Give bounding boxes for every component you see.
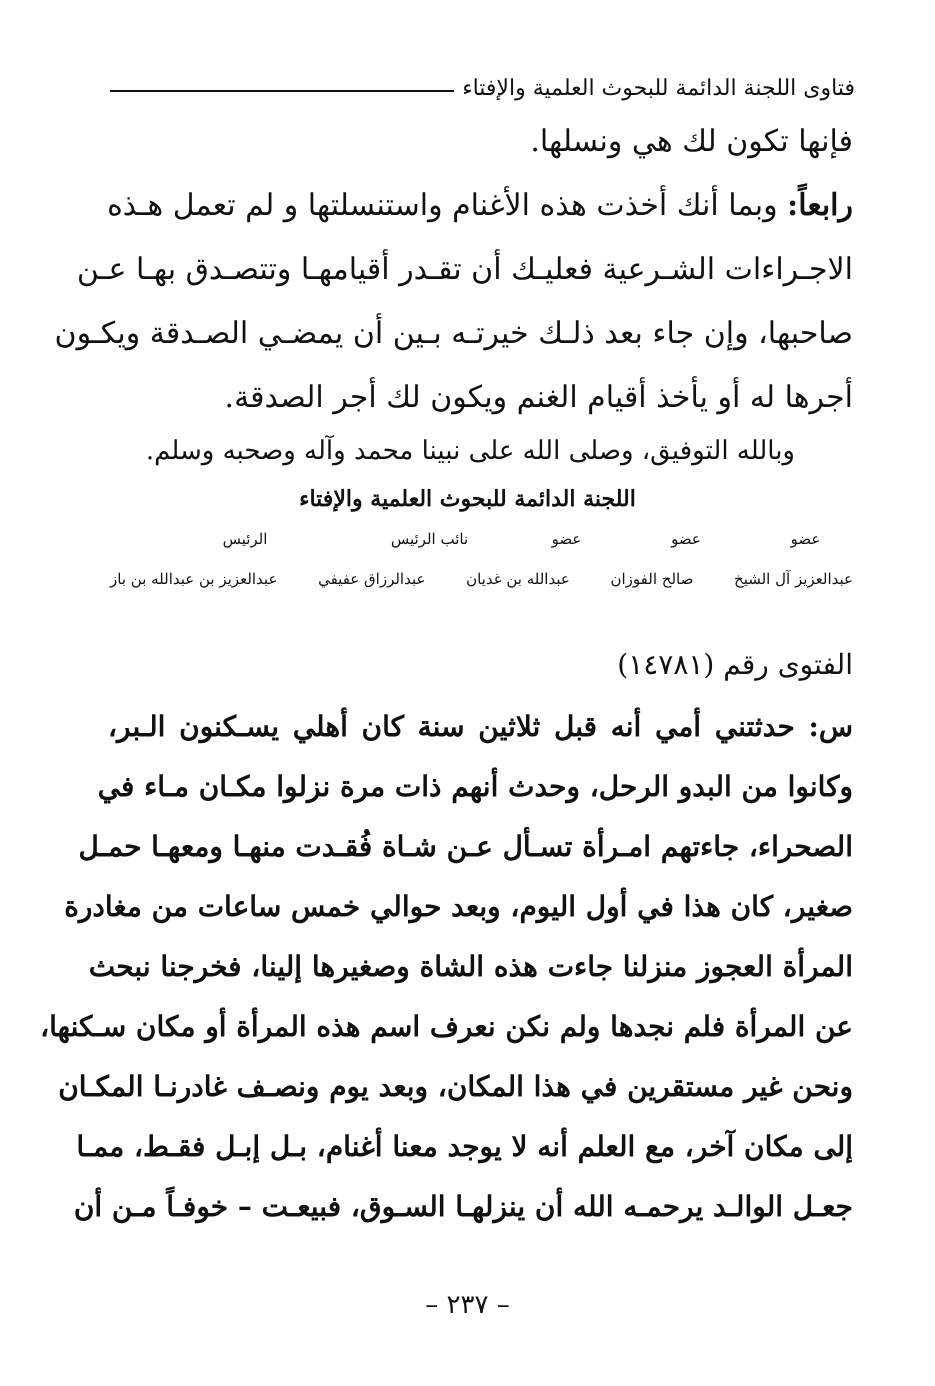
body-line: صاحبها، وإن جاء بعد ذلـك خيرتـه بـين أن يمضـي الصـدقة ويكـون [54,316,853,351]
question-line: المرأة العجوز منزلنا جاءت هذه الشاة وصغيرها إلينا، فخرجنا نبحث [88,950,853,983]
question-line: الصحراء، جاءتهم امـرأة تسـأل عـن شـاة فُقـدت منهـا ومعهـا حمـل [78,830,853,863]
body-line [108,188,853,223]
body-text: وبما أنك أخذت هذه الأغنام واستنسلتها و لم تعمل هـذه [107,188,778,223]
committee-name: اللجنة الدائمة للبحوث العلمية والإفتاء [299,486,636,512]
signature-names [110,570,853,588]
question-line: ونحن غير مستقرين في هذا المكان، وبعد يوم ونصـف غادرنـا المكـان [58,1070,853,1103]
page-number: – ٢٣٧ – [425,1290,510,1320]
question-line: جعـل الوالـد يرحمـه الله أن ينزلهـا السـوق، فبيعـت – خوفـاً مـن أن [73,1190,853,1223]
signature-name: عبدالرزاق عفيفي [318,570,426,588]
signature-role: عضو [671,530,701,548]
question-line: وكانوا من البدو الرحل، وحدث أنهم ذات مرة نزلوا مكـان مـاء في [97,770,853,803]
question-line: عن المرأة فلم نجدها ولم نكن نعرف اسم هذه المرأة أو مكان سـكنها، [40,1010,853,1043]
body-line: أجرها له أو يأخذ أقيام الغنم ويكون لك أجر الصدقة. [224,380,853,415]
body-line: فإنها تكون لك هي ونسلها. [530,124,853,159]
question-line: إلى مكان آخر، مع العلم أنه لا يوجد معنا أغنام، بـل إبـل فقـط، ممـا [76,1130,853,1163]
signature-role: الرئيس [222,530,268,548]
header-title: فتاوى اللجنة الدائمة للبحوث العلمية والإفتاء [462,75,855,101]
signature-name: عبدالله بن غديان [466,570,570,588]
signature-name: عبدالعزيز بن عبدالله بن باز [110,570,278,588]
question-line: س: حدثتني أمي أنه قبل ثلاثين سنة كان أهلي يسـكنون الـبر، [108,710,853,743]
fatwa-number: الفتوى رقم (١٤٧٨١) [617,648,853,681]
signature-name: عبدالعزيز آل الشيخ [734,570,853,588]
closing-prayer: وبالله التوفيق، وصلى الله على نبينا محمد وآله وصحبه وسلم. [145,436,795,466]
signature-role: نائب الرئيس [390,530,469,548]
signature-role: عضو [790,530,821,548]
signature-role: عضو [551,530,582,548]
header-rule [110,90,454,92]
running-header [110,68,855,108]
question-line: صغير، كان هذا في أول اليوم، وبعد حوالي خمس ساعات من مغادرة [64,890,853,923]
section-label: رابعاً: [787,188,853,223]
signature-roles [150,530,853,548]
body-line: الاجـراءات الشـرعية فعليـك أن تقـدر أقيامهـا وتتصـدق بهـا عـن [76,252,853,287]
signature-name: صالح الفوزان [610,570,694,588]
